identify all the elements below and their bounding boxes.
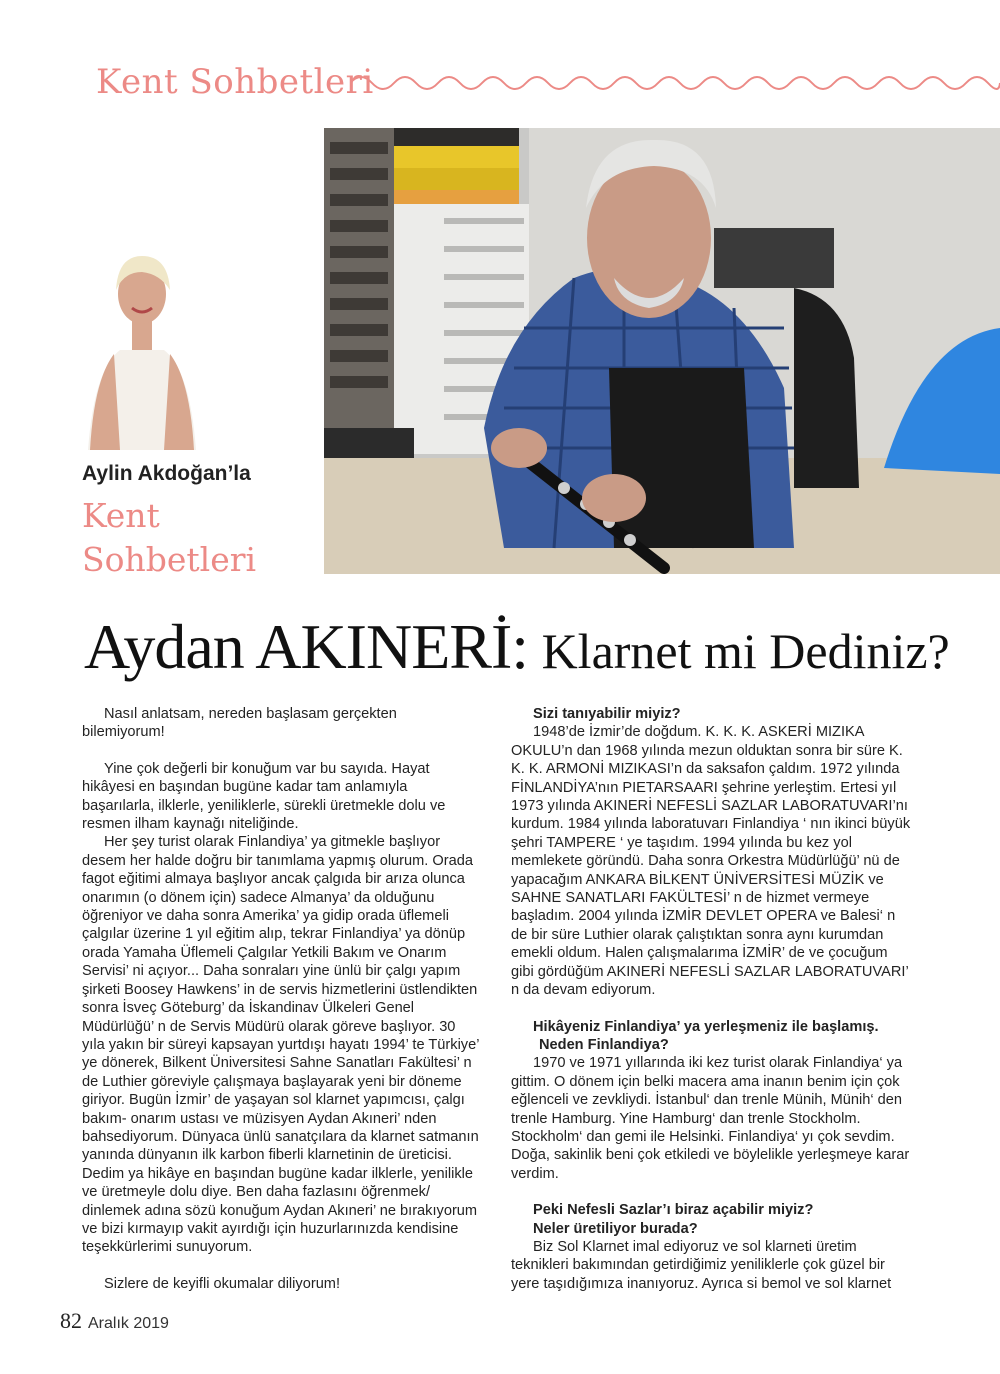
interview-question: Sizi tanıyabilir miyiz? — [533, 706, 681, 722]
column-brand-line: Sohbetleri — [82, 540, 257, 579]
article-headline — [84, 610, 984, 684]
interview-question: Peki Nefesli Sazlar’ı biraz açabilir miyiz? — [533, 1202, 814, 1219]
column-brand — [82, 494, 256, 582]
issue-date: Aralık 2019 — [88, 1315, 169, 1332]
author-portrait — [80, 250, 204, 450]
interview-question: Neler üretiliyor burada? — [533, 1220, 698, 1237]
headline-colon: : — [511, 611, 530, 682]
page-number: 82 — [60, 1308, 82, 1333]
right-column — [511, 705, 911, 1293]
decorative-wave-rule — [350, 68, 1000, 98]
interview-answer: 1970 ve 1971 yıllarında iki kez turist olarak Finlandiya‘ ya gittim. O dönem için belki macera ama inanın benim için çok eğlenceli ve zevkliydi. İstanbul‘ dan trenle Münih, Münih‘ den trenle Hamburg. Yine Hamburg‘ dan trenle Stockholm. Stockholm‘ dan gemi ile Helsinki. Finlandiya‘ yı çok sevdim. Doğa, sakinlik beni çok etkiledi ve böylelikle yerleşmeye karar verdim. — [511, 1055, 910, 1182]
author-name: Aylin Akdoğan’la — [82, 462, 251, 485]
left-column — [82, 705, 480, 1293]
interview-answer: Biz Sol Klarnet imal ediyoruz ve sol klarneti üretim teknikleri bakımından getirdiğimiz yeniliklerle çok güzel bir yere taşıdığımıza inanıyoruz. Ayrıca si bemol ve sol klarnet — [511, 1238, 892, 1292]
section-title: Kent Sohbetleri — [96, 62, 374, 102]
interview-question: Neden Finlandiya? — [539, 1036, 669, 1053]
closing-paragraph: Sizlere de keyifli okumalar diliyorum! — [104, 1275, 341, 1292]
headline-subtitle: Klarnet mi Dediniz? — [529, 623, 950, 679]
column-brand-line: Kent — [82, 496, 160, 535]
intro-paragraph: Nasıl anlatsam, nereden başlasam gerçekten bilemiyorum! — [82, 706, 397, 741]
interview-question: Hikâyeniz Finlandiya’ ya yerleşmeniz ile başlamış. — [533, 1018, 879, 1035]
headline-name: Aydan AKINERİ — [84, 611, 512, 682]
main-photo-craftsman-with-clarinet — [324, 128, 1000, 574]
page-folio — [60, 1308, 169, 1334]
intro-paragraph: Her şey turist olarak Finlandiya’ ya gitmekle başlıyor desem her halde doğru bir tanımlama yapmış olurum. Orada fagot eğitimi almaya başlıyor ancak çalgıda bir arıza olunca onarımın (o dönem için) sadece Almanya’ da olduğunu öğreniyor ve daha sonra Amerika’ ya gidip orada üflemeli çalgılar üzerine 1 yıl eğitim alıp, tekrar Finlandiya’ ya dönüp orada Yamaha Üflemeli Çalgılar Yetkili Bakım ve Onarım Servisi’ ni açıyor... Daha sonraları yine ünlü bir çalgı yapım şirketi Boosey Hawkens’ in de servis hizmetlerini üstlendikten sonra İsveç Göteburg’ da İskandinav Ülkeleri Genel Müdürlüğü’ n de Servis Müdürü olarak göreve başlıyor. 30 yıla yakın bir süreyi kapsayan yurtdışı hayatı 1994’ te Türkiye’ ye dönerek, Bilkent Üniversitesi Sahne Sanatları Fakültesi’ n de Luthier göreviyle çalışmaya başlayarak yeni bir döneme giriyor. Bugün İzmir’ de yaşayan sol klarnet yapımcısı, çalgı bakım- onarım ustası ve müzisyen Aydan Akıneri’ nden bahsediyorum. Dünyaca ünlü sanatçılara da klarnet satmanın yanında dünyanın ilk karbon fiberli klarnetinin de üreticisi. Dedim ya hikâye en başından bugüne kadar ilklerle, yenilikle ve üretmeyle dolu diye. Ben daha fazlasını öğrenmek/ dinlemek adına sözü konuğum Aydan Akıneri’ ne bırakıyorum ve bizi kırmayıp vakit ayırdığı için huzurlarınızda kendisine teşekkürlerimi sunuyorum. — [82, 834, 479, 1256]
intro-paragraph: Yine çok değerli bir konuğum var bu sayıda. Hayat hikâyesi en başından bugüne kadar tam anlamıyla başarılarla, ilklerle, yeniliklerle, sürekli üretmekle dolu ve resmen ilham kaynağı niteliğinde. — [82, 760, 446, 833]
interview-answer: 1948’de İzmir’de doğdum. K. K. K. ASKERİ MIZIKA OKULU’n dan 1968 yılında mezun olduktan sonra bir süre K. K. K. ARMONİ MIZIKASI’n da saksafon çaldım. 1972 yılında FİNLANDİYA’nın PIETARSAARI şehrine yerleştim. Ertesi yıl 1973 yılında AKINERİ NEFESLİ SAZLAR LABORATUVARI’nı kurdum. 1984 yılında laboratuvarı Finlandiya ‘ nın ikinci büyük şehri TAMPERE ‘ ye taşıdım. 1994 yılında bu kez yol memlekete göründü. Daha sonra Orkestra Müdürlüğü’ nü de yapacağım ANKARA BİLKENT ÜNİVERSİTESİ MÜZİK ve SAHNE SANATLARI FAKÜLTESİ’ n de hizmet vermeye başladım. 2004 yılında İZMİR DEVLET OPERA ve Balesi‘ n de bir süre Luthier olarak çalıştıktan sonra aynı kurumdan emekli oldum. Halen çalışmalarıma İZMİR’ de ve çocuğum gibi gördüğüm AKINERİ NEFESLİ SAZLAR LABORATUVARI’ n da devam ediyorum. — [511, 724, 911, 999]
